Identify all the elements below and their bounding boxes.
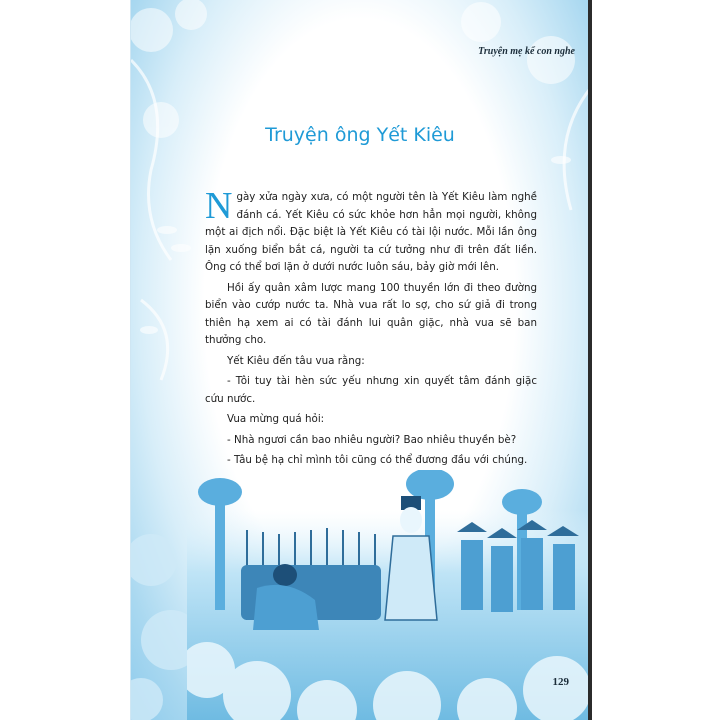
paragraph-2: Hồi ấy quân xâm lược mang 100 thuyền lớn đi theo đường biển vào cướp nước ta. Nhà vua rất lo sợ, cho sứ giả đi trong thiên hạ xem ai có tài đánh lui quân giặc, nhà vua sẽ ban thưởng cho.	[205, 281, 537, 346]
paragraph-1	[205, 185, 537, 277]
paragraph-3: Yết Kiêu đến tâu vua rằng:	[227, 354, 365, 367]
paragraph-4: - Tôi tuy tài hèn sức yếu nhưng xin quyết tâm đánh giặc cứu nước.	[205, 375, 537, 405]
page-edge-shadow	[588, 0, 592, 720]
page-number: 129	[552, 676, 569, 688]
story-text	[205, 185, 537, 473]
drop-cap: N	[205, 185, 233, 227]
paragraph-6: - Nhà ngươi cần bao nhiêu người? Bao nhiêu thuyền bè?	[227, 433, 517, 446]
story-title: Truyện ông Yết Kiêu	[265, 124, 455, 146]
story-illustration	[187, 470, 589, 720]
paragraph-5: Vua mừng quá hỏi:	[227, 413, 325, 425]
book-page	[130, 0, 589, 720]
running-header: Truyện mẹ kể con nghe	[478, 46, 575, 57]
paragraph-7: - Tâu bệ hạ chỉ mình tôi cũng có thể đương đầu với chúng.	[227, 454, 528, 466]
paragraph-1-text: gày xửa ngày xưa, có một người tên là Yết Kiêu làm nghề đánh cá. Yết Kiêu có sức khỏe hơn hẳn mọi người, không một ai địch nổi. Đặc biệt là Yết Kiêu có tài lội nước. Mỗi lần ông lặn xuống biển bắt cá, người ta cứ tưởng như đi trên đất liền. Ông có thể bơi lặn ở dưới nước luôn sáu, bảy giờ mới lên.	[205, 191, 537, 273]
